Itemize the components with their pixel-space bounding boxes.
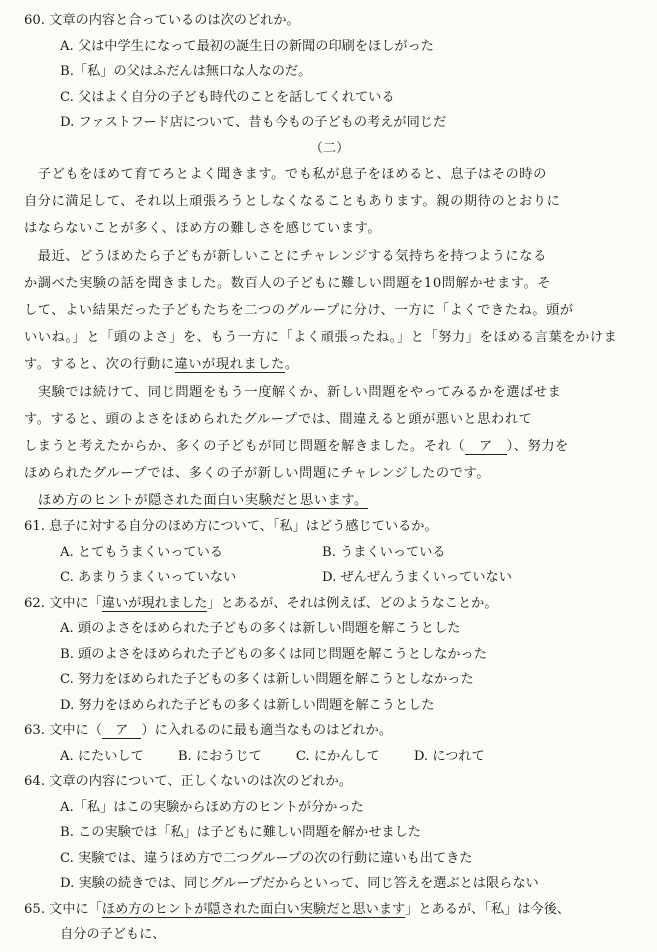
question-62-option-c[interactable]: C. 努力をほめられた子どもの多くは新しい問題を解こうとしなかった [60,672,474,688]
passage-text: ）、努力を [506,438,569,454]
passage-line [24,487,635,514]
section-mark: （二） [309,140,350,156]
stem-text: 62. 文中に「 [24,595,102,611]
stem-text: 」とあるが、「私」は今後、 [405,901,571,917]
question-62-stem [24,591,635,617]
question-61-option-d[interactable]: D. ぜんぜんうまくいっていない [322,570,512,586]
question-62-option-b[interactable]: B. 頭のよさをほめられた子どもの多くは同じ問題を解こうとしなかった [60,646,487,662]
question-64-stem: 64. 文章の内容について、正しくないのは次のどれか。 [24,774,352,790]
passage-line: して、よい結果だった子どもたちを二つのグループに分け、一方に「よくできたね。頭が [24,302,574,318]
question-61-stem: 61. 息子に対する自分のほめ方について、「私」はどう感じているか。 [24,519,438,535]
question-61-option-c[interactable]: C. あまりうまくいっていない [60,570,237,586]
passage-text: す。すると、次の行動に [24,357,175,373]
passage-line: いいね。」と「頭のよさ」を、もう一方に「よく頑張ったね。」と「努力」をほめる言葉をかけま [24,330,618,346]
underlined-phrase-differences: 違いが現れました [174,357,285,373]
question-63-option-a[interactable]: A. にたいして [60,748,144,764]
stem-blank-label: ア [115,723,129,739]
stem-text: 」とあるが、それは例えば、どのようなことか。 [207,595,498,611]
question-60-stem: 60. 文章の内容と合っているのは次のどれか。 [24,13,300,28]
question-60-option-a[interactable]: A. 父は中学生になって最初の誕生日の新聞の印刷をほしがった [60,38,434,54]
question-63-option-d[interactable]: D. につれて [413,748,485,764]
question-63-option-c[interactable]: C. にかんして [295,748,380,764]
question-61-option-b[interactable]: B. うまくいっている [322,544,446,560]
passage-line: か調べた実験の話を聞きました。数百人の子どもに難しい問題を10問解かせます。そ [24,275,552,291]
passage-line: 最近、どうほめたら子どもが新しいことにチャレンジする気持ちを持つようになる [24,248,547,264]
reading-passage [24,161,635,514]
question-64-option-d[interactable]: D. 実験の続きでは、同じグループだからといって、同じ答えを選ぶとは限らない [60,876,539,892]
passage-line [24,351,635,378]
passage-line [24,433,635,460]
stem-blank [102,723,142,739]
question-61-option-a[interactable]: A. とてもうまくいっている [60,544,223,560]
passage-line: ほめられたグループでは、多くの子が新しい問題にチャレンジしたのです。 [24,466,490,482]
question-61-options-row-2 [24,565,635,591]
question-63-stem [24,718,635,744]
passage-line: 自分に満足して、それ以上頑張ろうとしなくなることもあります。親の期待のとおりに [24,194,561,210]
stem-underline: 違いが現れました [101,595,208,611]
question-61-options-row-1 [24,540,635,566]
question-64-option-a[interactable]: A.「私」はこの実験からほめ方のヒントが分かった [60,799,364,815]
passage-line: はならないことが多く、ほめ方の難しさを感じています。 [24,221,382,237]
blank-a [465,439,506,455]
passage-text: 。 [284,357,299,373]
question-60-option-b[interactable]: B.「私」の父はふだんは無口な人なのだ。 [60,64,312,79]
question-63-option-b[interactable]: B. におうじて [177,748,262,764]
question-63-options [24,744,635,770]
passage-line: 実験では続けて、同じ問題をもう一度解くか、新しい問題をやってみるかを選ばせま [24,384,562,400]
underlined-phrase-hint: ほめ方のヒントが隠された面白い実験だと思います。 [38,493,368,509]
question-65-stem-line-2: 自分の子どもに、 [60,927,166,943]
passage-line: 子どもをほめて育てろとよく聞きます。でも私が息子をほめると、息子はその時の [24,167,547,182]
question-62-option-d[interactable]: D. 努力をほめられた子どもの多くは新しい問題を解こうとした [60,697,435,713]
stem-text: 63. 文中に（ [24,723,102,739]
question-64-option-b[interactable]: B. この実験では「私」は子どもに難しい問題を解かせました [60,825,421,841]
question-62-option-a[interactable]: A. 頭のよさをほめられた子どもの多くは新しい問題を解こうとした [60,621,461,637]
stem-text: 65. 文中に「 [24,901,102,917]
passage-line: す。すると、頭のよさをほめられたグループでは、間違えると頭が悪いと思われて [24,411,533,427]
blank-a-label: ア [479,438,493,454]
question-65-stem [24,897,635,923]
passage-text: しまうと考えたからか、多くの子どもが同じ問題を解きました。それ（ [24,438,466,454]
stem-text: ）に入れるのに最も適当なものはどれか。 [141,723,393,739]
question-64-option-c[interactable]: C. 実験では、違うほめ方で二つグループの次の行動に違いも出てきた [60,850,473,866]
question-60-option-c[interactable]: C. 父はよく自分の子ども時代のことを話してくれている [60,89,395,105]
stem-underline: ほめ方のヒントが隠された面白い実験だと思います [101,901,406,917]
question-60-option-d[interactable]: D. ファストフード店について、昔も今もの子どもの考えが同じだ [60,115,447,130]
